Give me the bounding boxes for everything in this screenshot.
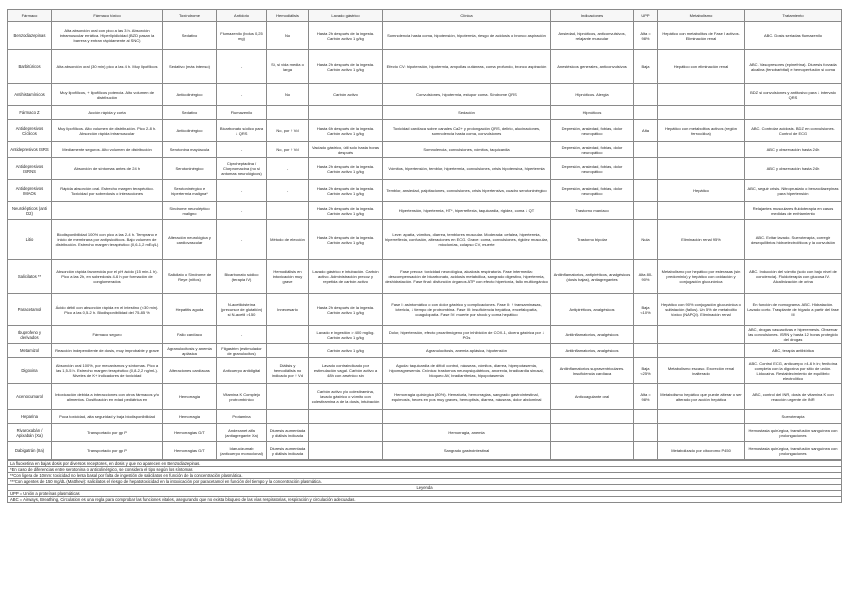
table-cell: Dolor, hipertensión, efecto proaritmógeno por inhibición de COX-1, úlcera gástrica por ↓ PGs bbox=[383, 326, 551, 344]
table-cell: Nula bbox=[634, 220, 658, 260]
table-cell: ABC, control del INR, dosis de vitamina K con reacción urgente de INR bbox=[745, 384, 842, 410]
table-cell: ABC. Vasopresores (epinefrina). Diuresis forzada alcalina (fenobarbital) e hemoperfusión si coma bbox=[745, 50, 842, 84]
table-cell: Hepático con metabolitos de Fase I activos. Eliminación renal bbox=[658, 22, 745, 50]
toxicity-table bbox=[7, 9, 842, 460]
table-cell: No bbox=[267, 84, 309, 106]
table-cell: Muy lipofílicos. Alto volumen de distribución. Pico 2-8 h. Absorción rápida intramuscular bbox=[52, 120, 163, 142]
table-cell bbox=[658, 344, 745, 358]
table-cell bbox=[267, 344, 309, 358]
table-cell bbox=[634, 202, 658, 220]
table-cell: Depresión, ansiedad, fobias, dolor neuropático bbox=[551, 142, 634, 158]
table-cell: Hasta 6h después de la ingesta. Carbón activo 1 g/kg bbox=[309, 120, 383, 142]
table-cell: Temblor, ansiedad, palpitaciones, convulsiones, crisis hipertensiva, cuadro serotoninérgico bbox=[383, 180, 551, 202]
table-cell: Alta = 98% bbox=[634, 22, 658, 50]
table-cell: Antiinflamatorios, analgésicos bbox=[551, 326, 634, 344]
table-cell: ABC, seguir crisis. Nitroprusiato o benzodiazepinas para hipertensión bbox=[745, 180, 842, 202]
footnote-line: *En caso de diferencias entre serotonina o anticolinérgico, se considera el tipo según los síntomas bbox=[8, 467, 842, 473]
table-row bbox=[8, 106, 842, 120]
table-cell: Hipnóticos. Alergia bbox=[551, 84, 634, 106]
table-cell: Sí, si vida media o larga bbox=[267, 50, 309, 84]
table-cell: - bbox=[217, 202, 267, 220]
table-cell: Sedativo (más intenso) bbox=[163, 50, 217, 84]
table-cell: Hasta 2h después de la ingesta. Carbón activo 1 g/kg bbox=[309, 22, 383, 50]
table-cell: Andexanet alfa (antiagregante Xa) bbox=[217, 424, 267, 442]
table-cell: Alta absorción oral con pico a las 3 h. Absorción intramuscular errática. Hiperlipidicidad (BZD pasan la barrera y entran rápidamente al SNC) bbox=[52, 22, 163, 50]
drug-name-cell: Antidepresivos ISRNS bbox=[8, 158, 52, 180]
table-cell: Intoxicación debida a interacciones con otros fármacos y/o alimentos. Dosificación en edad pediátrica en bbox=[52, 384, 163, 410]
table-cell: Baja bbox=[634, 50, 658, 84]
table-cell bbox=[634, 180, 658, 202]
table-cell: Mediamente seguros. Alto volumen de distribución bbox=[52, 142, 163, 158]
table-cell: Somnolencia hasta coma, hipotensión, hipotermia, riesgo de acidosis o bronco aspiración bbox=[383, 22, 551, 50]
footnote-line: **Con ligera de 10mm: toxicidad no lenta basal por falta de ingestión de salicilatos en función de la concentración plasmática. bbox=[8, 473, 842, 479]
table-cell: Anestésicos generales, anticonvulsivos bbox=[551, 50, 634, 84]
table-row bbox=[8, 84, 842, 106]
column-header: Fármaco bbox=[8, 10, 52, 22]
table-cell: ABC, terapia antibiótica bbox=[745, 344, 842, 358]
table-cell: Protamina bbox=[217, 410, 267, 424]
table-cell: Sedación bbox=[383, 106, 551, 120]
table-cell: Flumazenilo bbox=[217, 106, 267, 120]
drug-name-cell: Antihistamínicos bbox=[8, 84, 52, 106]
table-cell bbox=[551, 424, 634, 442]
table-cell: ABC y observación hasta 24h bbox=[745, 142, 842, 158]
table-cell: Alteraciones cardíacas bbox=[163, 358, 217, 384]
table-row bbox=[8, 410, 842, 424]
table-cell: Hemorragias G/T bbox=[163, 442, 217, 460]
table-cell: Síndrome neuroléptico maligno bbox=[163, 202, 217, 220]
footnote-line: UPP = Unión a proteínas plasmáticas bbox=[8, 491, 842, 497]
table-row bbox=[8, 22, 842, 50]
drug-name-cell: Digoxina bbox=[8, 358, 52, 384]
table-cell: Muy lipofílicos, + lipofílicos potencia. Alto volumen de distribución bbox=[52, 84, 163, 106]
table-row bbox=[8, 384, 842, 410]
table-cell: Hepático con 90% conjugación glucurónica o sulfatación (fallos). Un 5% de metabolito tóxico (NAPQI). Eliminación renal bbox=[658, 294, 745, 326]
table-row bbox=[8, 202, 842, 220]
column-header: Lavado gástrico bbox=[309, 10, 383, 22]
table-cell: Antiinflamatorios supraventriculares. Insuficiencia cardíaca bbox=[551, 358, 634, 384]
table-cell: Fase precoz: toxicidad neurológica, alcalosis respiratoria. Fase intermedia: descompensación de bicarbonato, acidosis metabólica, sangrado digestivo, hipertermia, deshidratación. Fase final: disfunción órganos ATP con efecto hipertonía, fallo multiorgánico bbox=[383, 260, 551, 294]
table-cell: Sedativo bbox=[163, 106, 217, 120]
table-cell: Anticolinérgico bbox=[163, 84, 217, 106]
table-cell: Hepático con eliminación renal bbox=[658, 50, 745, 84]
drug-name-cell: Fármaco Z bbox=[8, 106, 52, 120]
table-cell: No, por ↑ Vd bbox=[267, 142, 309, 158]
table-body bbox=[8, 22, 842, 460]
table-cell: Hipertensión, hipertermia, HT*, hiperreflexia, taquicardia, rigidez, coma ↓ QT bbox=[383, 202, 551, 220]
column-header: Clínica bbox=[383, 10, 551, 22]
table-row bbox=[8, 142, 842, 158]
table-cell: Alta 80-90% bbox=[634, 260, 658, 294]
table-cell: Vitamina K Complejo protrombínico bbox=[217, 384, 267, 410]
table-row bbox=[8, 180, 842, 202]
table-cell: Diuresis aumentada y diálisis indicada bbox=[267, 442, 309, 460]
table-cell bbox=[658, 326, 745, 344]
table-cell: Aguda: taquicardia de difícil control, náuseas, vómitos, diarrea, hiperpotasemia, hipomagnesemia. Crónica: trastornos neuropsiquiátricos, anorexia, bradicardia sinusal, bloqueo AV, bradiarritmias, hipopotasemia bbox=[383, 358, 551, 384]
table-cell: Hepatitis aguda bbox=[163, 294, 217, 326]
table-cell bbox=[634, 106, 658, 120]
table-cell: Absorción de síntomas antes de 24 h bbox=[52, 158, 163, 180]
table-row bbox=[8, 424, 842, 442]
table-cell: Trastorno bipolar bbox=[551, 220, 634, 260]
table-cell bbox=[658, 84, 745, 106]
drug-name-cell: Salicilatos ** bbox=[8, 260, 52, 294]
table-cell: Antiinflamatorios, antipiréticos, analgésicos (dosis bajas), antiagregantes bbox=[551, 260, 634, 294]
table-cell: Sangrado gastrointestinal bbox=[383, 442, 551, 460]
table-cell: Hipnóticos bbox=[551, 106, 634, 120]
table-cell bbox=[267, 202, 309, 220]
drug-name-cell: Paracetamol bbox=[8, 294, 52, 326]
drug-name-cell: Litio bbox=[8, 220, 52, 260]
table-row bbox=[8, 260, 842, 294]
table-cell: - bbox=[217, 220, 267, 260]
footnote-line: ABC = Airways, Breathing, Circulation es una regla para comprobar las funciones vitales, asegurando que no exista bloqueo de las vías respiratorias, respiración y circulación adecuadas. bbox=[8, 497, 842, 503]
drug-name-cell: Acenocumarol bbox=[8, 384, 52, 410]
table-cell: Lavado contraindicado por estimulación vagal. Carbón activo a 48h con arsénico sin bbox=[309, 358, 383, 384]
table-cell: Absorción rápida favorecida por el pH ácido (15 min-1 h). Pico a las 2h, en sobredosis 4-6 h por formación de conglomerados bbox=[52, 260, 163, 294]
table-cell: Diálisis y hemodiálisis no indicado por ↑ Vd bbox=[267, 358, 309, 384]
table-cell bbox=[634, 158, 658, 180]
table-row bbox=[8, 344, 842, 358]
drug-name-cell: Antidepresivos ISRS bbox=[8, 142, 52, 158]
table-cell: Método de elección bbox=[267, 220, 309, 260]
drug-name-cell: Ibuprofeno y derivados bbox=[8, 326, 52, 344]
table-cell: Diuresis aumentada y diálisis indicada bbox=[267, 424, 309, 442]
table-cell: Hemostasia quirúrgica, transfusión sanguínea con prolongaciones bbox=[745, 424, 842, 442]
table-cell: ABC. Control ECG, anticuerpo >4-6 h in; fenitoína completa con la digoxina por sitio de unión. Lidocaína. Restablecimiento de equilibrio electrolítico bbox=[745, 358, 842, 384]
table-cell: Hemorragia bbox=[163, 384, 217, 410]
table-cell: Anticoagulante oral bbox=[551, 384, 634, 410]
table-cell: ABC. Evitar lavado. Sueroterapia, corregir desequilibrios hidroelectrolíticos y la convulsión bbox=[745, 220, 842, 260]
table-cell: Serotonina mayúscula bbox=[163, 142, 217, 158]
table-cell: Hemostasia quirúrgica, transfusión sanguínea con prolongaciones bbox=[745, 442, 842, 460]
table-row bbox=[8, 442, 842, 460]
table-cell bbox=[634, 424, 658, 442]
table-cell: Carbón activo y/o colestiramina, lavado gástrico o vómito con colestiramina a de la dosis, intubación bbox=[309, 384, 383, 410]
table-cell: ABC. Dosis seriadas flumazenilo bbox=[745, 22, 842, 50]
column-header: Metabolismo bbox=[658, 10, 745, 22]
drug-name-cell: Barbitúricos bbox=[8, 50, 52, 84]
table-cell bbox=[267, 326, 309, 344]
table-cell bbox=[634, 84, 658, 106]
table-cell: Sedativo bbox=[163, 22, 217, 50]
table-cell bbox=[309, 410, 383, 424]
table-cell bbox=[267, 384, 309, 410]
table-cell: En función de nomograma. ABC. Hidratación. Lavado corto. Trasplante de hígado a partir del fase III bbox=[745, 294, 842, 326]
table-cell: Antipiréticos, analgésicos bbox=[551, 294, 634, 326]
table-cell: Agranulocitosis, anemia aplásica, hipotensión bbox=[383, 344, 551, 358]
table-cell: Toxicidad cardíaca sobre canales Ca2+ y prolongación QRS, delirio, alucinaciones, somnolencia hasta coma, convulsiones bbox=[383, 120, 551, 142]
table-cell: N-acetilcisteína (precursor de glutatión) si N-acetil >150 bbox=[217, 294, 267, 326]
table-cell bbox=[658, 106, 745, 120]
table-cell bbox=[745, 106, 842, 120]
table-cell: Efecto CV: hipotensión, hipotermia, ampollas cutáneas, coma profundo, bronco aspiración bbox=[383, 50, 551, 84]
table-row bbox=[8, 120, 842, 142]
table-cell: Idarucizumab (anticuerpo monoclonal) bbox=[217, 442, 267, 460]
table-cell: Fase I: asintomático o con dolor gástrico y complicaciones. Fase II: ↑ transaminasas, ictericia, ↓ tiempo de protrombina. Fase III: insuficiencia hepática, encefalopatía, coagulopatía. Fase IV: muerte por shock y coma hepático bbox=[383, 294, 551, 326]
table-row bbox=[8, 220, 842, 260]
table-cell: Hasta 2h después de la ingesta. Carbón activo 1 g/kg bbox=[309, 294, 383, 326]
drug-name-cell: Antidepresivos IMAOs bbox=[8, 180, 52, 202]
table-cell: - bbox=[267, 158, 309, 180]
table-cell bbox=[658, 142, 745, 158]
table-cell: Transportado por gp P bbox=[52, 442, 163, 460]
table-cell: Flumazenilo (bolus 0,25 mg) bbox=[217, 22, 267, 50]
table-cell bbox=[551, 410, 634, 424]
table-cell: Metabolizado por citocromo P450 bbox=[658, 442, 745, 460]
notes-table bbox=[7, 460, 842, 503]
table-cell: Antiinflamatorios, analgésicos bbox=[551, 344, 634, 358]
table-cell: ABC, drogas vasoactivas e hiperemesis. Observar las convulsiones. ISRN y hasta 12 horas protegido del drogas bbox=[745, 326, 842, 344]
table-cell bbox=[309, 424, 383, 442]
table-cell: Depresión, ansiedad, fobias, dolor neuropático bbox=[551, 120, 634, 142]
table-cell: Ciproheptadina / Clorpromacina (no si antomas neurológicos) bbox=[217, 158, 267, 180]
table-cell: Filgastrim (estimulador de granulocitos) bbox=[217, 344, 267, 358]
table-cell: Eliminación renal 95% bbox=[658, 220, 745, 260]
table-cell: Alta bbox=[634, 120, 658, 142]
table-cell: Hepático bbox=[658, 180, 745, 202]
table-cell: Anticuerpo antidigital bbox=[217, 358, 267, 384]
table-cell bbox=[267, 106, 309, 120]
table-cell: ABC. Controlar acidosis. BDZ en convulsiones. Control de ECG bbox=[745, 120, 842, 142]
table-cell: - bbox=[217, 84, 267, 106]
table-cell bbox=[634, 344, 658, 358]
column-header: Fármaco tóxico bbox=[52, 10, 163, 22]
table-cell: Convulsiones, hipotermia, estupor coma. Síndrome QRS bbox=[383, 84, 551, 106]
table-cell: Baja <10% bbox=[634, 294, 658, 326]
table-cell: Salicilato o Síndrome de Reye (niños) bbox=[163, 260, 217, 294]
table-cell bbox=[658, 202, 745, 220]
table-cell bbox=[634, 410, 658, 424]
table-cell: Hemorragias G/T bbox=[163, 424, 217, 442]
table-cell: - bbox=[217, 142, 267, 158]
table-cell: Hemodiálisis en intoxicación muy grave bbox=[267, 260, 309, 294]
table-cell: Alteración neurológica y cardiovascular bbox=[163, 220, 217, 260]
table-cell bbox=[658, 424, 745, 442]
table-cell: - bbox=[217, 50, 267, 84]
table-cell: Poca toxicidad, alta seguridad y baja biodisponibilidad bbox=[52, 410, 163, 424]
table-cell: - bbox=[217, 326, 267, 344]
table-cell: Rápida absorción oral. Estrecho margen terapéutico. Toxicidad por sobredosis o interacciones bbox=[52, 180, 163, 202]
footnote-line: Leyenda bbox=[8, 485, 842, 491]
table-cell: Fallo cardíaco bbox=[163, 326, 217, 344]
table-cell: Anticolinérgico bbox=[163, 120, 217, 142]
table-row bbox=[8, 326, 842, 344]
table-cell: Hasta 2h después de la ingesta. Carbón activo 1 g/kg bbox=[309, 158, 383, 180]
table-cell: Ácido débil con absorción rápida en el intestino (<30 min). Pico a las 0,5-2 h. Biodisponibilidad del 75-85 % bbox=[52, 294, 163, 326]
table-cell: Carbón activo 1 g/kg bbox=[309, 344, 383, 358]
table-cell: Somnolencia, convulsiones, vómitos, taquicardia bbox=[383, 142, 551, 158]
table-cell: Serotoninérgico e hipertermia maligna* bbox=[163, 180, 217, 202]
table-cell: BDZ si convulsiones y antitosivo para ↓ intervalo QRS bbox=[745, 84, 842, 106]
table-cell: Bicarbonato sódico para ↓ QRS bbox=[217, 120, 267, 142]
drug-name-cell: Antidepresivos Cíclicos bbox=[8, 120, 52, 142]
table-cell bbox=[634, 142, 658, 158]
table-cell bbox=[551, 442, 634, 460]
table-cell: Baja <25% bbox=[634, 358, 658, 384]
table-cell bbox=[309, 442, 383, 460]
table-cell: Lavado gástrico e intubación. Carbón activo. Administración precoz y repetida de carbón activo bbox=[309, 260, 383, 294]
table-cell: Hemorragia, anemia bbox=[383, 424, 551, 442]
table-cell bbox=[52, 202, 163, 220]
table-cell: Vómitos, hipertensión, temblor, hipertermia, convulsiones, crisis hipotensiva, hipertermia bbox=[383, 158, 551, 180]
table-cell: Innecesario bbox=[267, 294, 309, 326]
table-cell: Bicarbonato sódico (terapia IV) bbox=[217, 260, 267, 294]
table-cell: No, por ↑ Vd bbox=[267, 120, 309, 142]
table-cell: Trastorno maníaco bbox=[551, 202, 634, 220]
table-cell: Relajantes musculares fluidoterapia en casos medidas de enfriamiento bbox=[745, 202, 842, 220]
table-cell: Alta = 98% bbox=[634, 384, 658, 410]
footnote-line: ***Con agentes de 150 mg/dL (Matthew): salicilatos el riesgo de hepatotoxicidad en la intoxicación por paracetamol en función del tiempo y la concentración plasmática. bbox=[8, 479, 842, 485]
table-cell bbox=[309, 106, 383, 120]
column-header: Toxíndrome bbox=[163, 10, 217, 22]
table-cell: Hasta 2h después de la ingesta. Carbón activo 1 g/kg bbox=[309, 202, 383, 220]
table-cell bbox=[634, 326, 658, 344]
table-cell: Depresión, ansiedad, fobias, dolor neuropático bbox=[551, 180, 634, 202]
table-cell: Hemorragia bbox=[163, 410, 217, 424]
table-cell: Transportado por gp P bbox=[52, 424, 163, 442]
table-cell bbox=[658, 158, 745, 180]
table-cell: Metabolismo por hepático por esterasas (sin predominio) y hepático con oxidación y conjugación glucurónica bbox=[658, 260, 745, 294]
table-cell: Vaciado gástrico, útil solo hasta horas después bbox=[309, 142, 383, 158]
table-cell: Fármaco seguro bbox=[52, 326, 163, 344]
table-row bbox=[8, 358, 842, 384]
table-row bbox=[8, 294, 842, 326]
table-cell: ABC. Inducción del vómito (solo con bajo nivel de conciencia). Fluidoterapia con glucosa IV. Alcalinización de orina bbox=[745, 260, 842, 294]
drug-name-cell: Metamizol bbox=[8, 344, 52, 358]
table-cell: Serotoninérgico bbox=[163, 158, 217, 180]
header-row bbox=[8, 10, 842, 22]
drug-name-cell: Benzodiazepinas bbox=[8, 22, 52, 50]
table-cell: Ansiedad, hipnóticos, anticonvulsivos, relajante muscular bbox=[551, 22, 634, 50]
table-cell: - bbox=[217, 180, 267, 202]
table-cell bbox=[383, 410, 551, 424]
table-cell: Absorción oral 100%, por mecanismos y síntomas. Pico a las 1,5-5 h. Estrecho margen terapéutico (0,8-2,2 ng/mL). Niveles de K+ indicadores de toxicidad bbox=[52, 358, 163, 384]
table-cell: Hasta 2h después de la ingesta. Carbón activo 1 g/kg bbox=[309, 50, 383, 84]
table-cell: Alta absorción oral (30 min) pico a las 4 h. Muy lipofílicos bbox=[52, 50, 163, 84]
table-row bbox=[8, 50, 842, 84]
column-header: Tratamiento bbox=[745, 10, 842, 22]
table-cell: Metabolismo escaso. Excreción renal inalterado bbox=[658, 358, 745, 384]
table-cell: Hasta 2h después de la ingesta. Carbón activo 1 g/kg bbox=[309, 220, 383, 260]
table-cell bbox=[634, 442, 658, 460]
table-cell: Hasta 2h después de la ingesta. Carbón activo 1 g/kg bbox=[309, 180, 383, 202]
drug-name-cell: Heparina bbox=[8, 410, 52, 424]
drug-name-cell: Neurolépticos (anti D2) bbox=[8, 202, 52, 220]
table-cell: Reacción independiente de dosis, muy improbable y grave bbox=[52, 344, 163, 358]
footnote-line: La fluoxetina en bajas dosis por diversos receptores, en dosis y que no aparecen en Benzodiazepinas. bbox=[8, 461, 842, 467]
table-cell: Hemorragia quirúrgica (80%). Hematuria, hemorragias, sangrado gastrointestinal, equimosis, heces en pos muy graves, hemoptisis, diarrea, náuseas, dolor abdominal bbox=[383, 384, 551, 410]
column-header: Antídoto bbox=[217, 10, 267, 22]
table-cell: Metabolismo hepático que puede alterar o ser alterado por acción hepática bbox=[658, 384, 745, 410]
table-cell: Carbón activo bbox=[309, 84, 383, 106]
drug-name-cell: Dabigatrán (IIa) bbox=[8, 442, 52, 460]
table-cell: Lavado e ingestión > 400 mg/kg. Carbón activo 1 g/kg bbox=[309, 326, 383, 344]
drug-toxicity-sheet bbox=[7, 9, 841, 503]
column-header: Indicaciones bbox=[551, 10, 634, 22]
table-cell: - bbox=[267, 180, 309, 202]
table-cell: Sueroterapia bbox=[745, 410, 842, 424]
drug-name-cell: Rivaroxabán / Apixabán (Xa) bbox=[8, 424, 52, 442]
table-cell: ABC y observación hasta 24h bbox=[745, 158, 842, 180]
table-cell bbox=[658, 410, 745, 424]
table-row bbox=[8, 158, 842, 180]
table-cell: Leve: apatía, vómitos, diarrea, temblores muscular. Moderada: cefalea, hipertermia, hiperreflexia, confusión, alteraciones en ECG. Grave: coma, convulsiones, rigidez muscular, mioclonías, colapso CV, muerte bbox=[383, 220, 551, 260]
table-cell: Biodisponibilidad 100% con pico a las 2-4 h. Temprano e inicio de membrana por antipsicóticos. Bajo volumen de distribución. Estrecho margen terapéutico (0,6-1,2 mEq/L) bbox=[52, 220, 163, 260]
table-cell: No bbox=[267, 22, 309, 50]
table-cell: Depresión, ansiedad, fobias, dolor neuropático bbox=[551, 158, 634, 180]
column-header: Hemodiálisis bbox=[267, 10, 309, 22]
table-cell: Agranulocitosis y anemia aplásica bbox=[163, 344, 217, 358]
table-cell: Acción rápida y corta bbox=[52, 106, 163, 120]
table-cell: Hepático con metabolitos activos (región ferrocólica) bbox=[658, 120, 745, 142]
table-cell bbox=[267, 410, 309, 424]
column-header: UPP bbox=[634, 10, 658, 22]
